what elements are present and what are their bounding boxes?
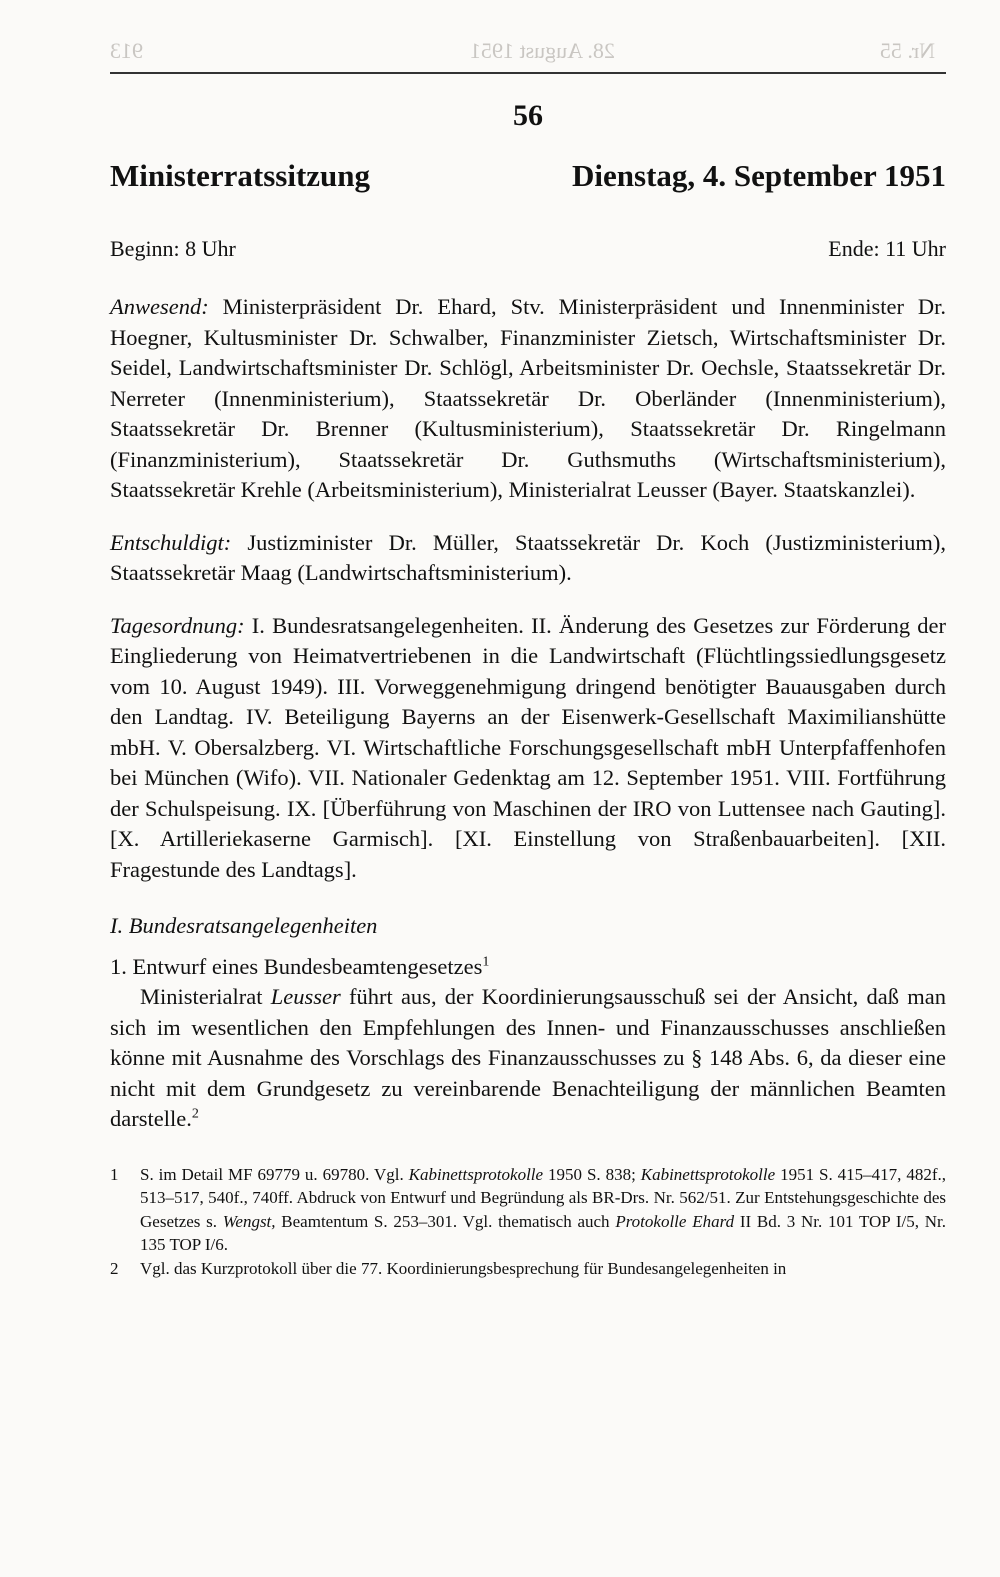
footnote-ref-1[interactable]: 1 xyxy=(482,954,490,969)
meeting-title: Ministerratssitzung xyxy=(110,158,371,193)
footnotes xyxy=(110,1163,946,1281)
section-heading: I. Bundesratsangelegenheiten xyxy=(110,913,378,938)
fn1-part: 1951 S. 415–417, 482f., 513–517, 540f., 740ff. Abdruck von Entwurf und Begründung als BR-Drs. Nr. 562/51. Zur Entstehungsgeschichte des Gesetzes s. xyxy=(140,1164,946,1231)
footnote-2 xyxy=(110,1257,946,1281)
begin-time: Beginn: 8 Uhr xyxy=(110,236,236,261)
attendees-label: Anwesend: xyxy=(110,294,209,319)
excused-label: Entschuldigt: xyxy=(110,529,232,555)
attendees-text: Ministerpräsident Dr. Ehard, Stv. Ministerpräsident und Innenminister Dr. Hoegner, Kultusminister Dr. Schwalber, Finanzminister Zietsch, Wirtschaftsminister Dr. Seidel, Landwirtschaftsminister Dr. Schlögl, Arbeitsminister Dr. Oechsle, Staatssekretär Dr. Nerreter (Innenministerium), Staatssekretär Dr. Oberländer (Innenministerium), Staatssekretär Dr. Brenner (Kultusministerium), Staatssekretär Dr. Ringelmann (Finanzministerium), Staatssekretär Dr. Guthsmuths (Wirtschaftsministerium), Staatssekretär Krehle (Arbeitsministerium), Ministerialrat Leusser (Bayer. Staatskanzlei). xyxy=(110,294,946,502)
footnote-text xyxy=(140,1163,946,1257)
excused-text: Justizminister Dr. Müller, Staatssekretär Dr. Koch (Justizministerium), Staatssekretär Maag (Landwirtschaftsministerium). xyxy=(110,529,946,585)
end-time: Ende: 11 Uhr xyxy=(828,236,946,261)
meeting-date: Dienstag, 4. September 1951 xyxy=(572,158,946,193)
fn1-part: S. im Detail MF 69779 u. 69780. Vgl. xyxy=(140,1164,409,1184)
fn1-part: Beamtentum S. 253–301. Vgl. thematisch auch xyxy=(275,1211,616,1231)
body-paragraph xyxy=(110,982,946,1135)
fn2-part: Vgl. das Kurzprotokoll über die 77. Koordinierungsbesprechung für Bundesangelegenheiten in xyxy=(140,1258,787,1278)
agenda-paragraph xyxy=(110,611,946,886)
footnote-text xyxy=(140,1257,946,1281)
header-rule xyxy=(110,72,946,74)
agenda-label: Tagesordnung: xyxy=(110,612,245,638)
bleed-through-number: Nr. 55 xyxy=(880,38,935,63)
fn1-part-italic: Protokolle Ehard xyxy=(615,1211,735,1231)
document-number: 56 xyxy=(513,99,543,132)
agenda-text: I. Bundesratsangelegenheiten. II. Änderung des Gesetzes zur Förderung der Eingliederung von Heimatvertriebenen in die Landwirtschaft (Flüchtlingssiedlungsgesetz vom 10. August 1949). III. Vorweggenehmigung dringend benötigter Bauausgaben durch den Landtag. IV. Beteiligung Bayerns an der Eisenwerk-Gesellschaft Maximilianshütte mbH. V. Obersalzberg. VI. Wirtschaftliche Forschungsgesellschaft mbH Unterpfaffenhofen bei München (Wifo). VII. Nationaler Gedenktag am 12. September 1951. VIII. Fortführung der Schulspeisung. IX. [Überführung von Maschinen der IRO von Luttensee nach Gauting]. [X. Artilleriekaserne Garmisch]. [XI. Einstellung von Straßenbauarbeiten]. [XII. Fragestunde des Landtags]. xyxy=(110,612,946,882)
time-row xyxy=(110,234,946,264)
fn1-part: 1950 S. 838; xyxy=(543,1164,641,1184)
fn1-part: II Bd. 3 Nr. 101 TOP I/5, Nr. 135 TOP I/6. xyxy=(140,1211,947,1254)
bleed-through-date: 28. August 1951 xyxy=(470,38,615,63)
body-name: Leusser xyxy=(270,984,341,1009)
fn1-part-italic: Wengst, xyxy=(222,1211,276,1231)
fn1-part-italic: Kabinettsprotokolle xyxy=(640,1164,776,1184)
title-row xyxy=(110,156,946,196)
footnote-1 xyxy=(110,1163,946,1257)
page-content xyxy=(110,98,946,1280)
body-post: führt aus, der Koordinierungsausschuß sei der Ansicht, daß man sich im wesentlichen den Empfehlungen des Innen- und Finanzausschusses anschließen könne mit Ausnahme des Vorschlags des Finanzausschusses zu § 148 Abs. 6, da dieser eine nicht mit dem Grundgesetz zu vereinbarende Benachteiligung der männlichen Beamten darstelle. xyxy=(110,984,947,1131)
subheading-text: 1. Entwurf eines Bundesbeamtengesetzes xyxy=(110,953,483,979)
fn1-part-italic: Kabinettsprotokolle xyxy=(408,1164,544,1184)
footnote-number: 1 xyxy=(110,1164,119,1184)
bleed-through-page-number: 913 xyxy=(110,38,143,63)
excused-paragraph xyxy=(110,528,946,589)
attendees-paragraph xyxy=(110,292,946,506)
subheading xyxy=(110,952,946,983)
body-pre: Ministerialrat xyxy=(140,984,271,1009)
footnote-ref-2[interactable]: 2 xyxy=(191,1106,199,1122)
footnote-number: 2 xyxy=(110,1258,119,1278)
